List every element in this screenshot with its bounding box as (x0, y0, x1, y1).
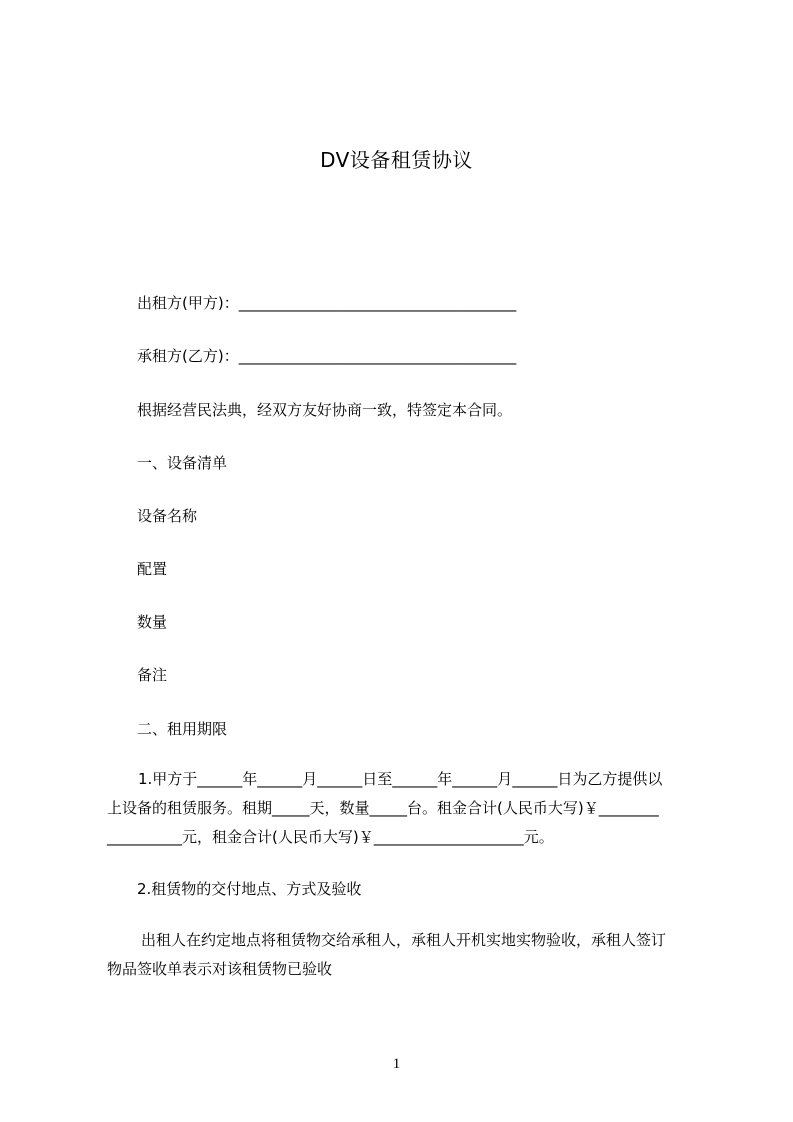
configuration-label: 配置 (137, 560, 168, 578)
clause-row: 上设备的租赁服务。租期_____天，数量_____台。租金合计(人民币大写)￥________ (107, 799, 659, 817)
rental-term-clause (107, 765, 707, 852)
page-number: 1 (392, 1056, 401, 1072)
quantity-label: 数量 (137, 613, 168, 631)
clause-row: 出租人在约定地点将租赁物交给承租人，承租人开机实地实物验收，承租人签订 (141, 931, 667, 949)
clause-row: 物品签收单表示对该租赁物已验收 (107, 960, 333, 978)
clause2-heading: 2.租赁物的交付地点、方式及验收 (137, 880, 362, 898)
equipment-name-label: 设备名称 (137, 507, 198, 525)
remarks-label: 备注 (137, 666, 168, 684)
intro-paragraph: 根据经营民法典，经双方友好协商一致，特签定本合同。 (137, 401, 513, 419)
clause-row: 1.甲方于______年______月______日至______年______月______日为乙方提供以 (138, 770, 663, 788)
section1-heading: 一、设备清单 (137, 454, 228, 472)
delivery-clause-body (107, 926, 707, 984)
section2-heading: 二、租用期限 (137, 720, 228, 738)
clause-row: __________元，租金合计(人民币大写)￥____________________元。 (107, 828, 554, 846)
document-title: DV设备租赁协议 (320, 148, 473, 172)
lessee-line: 承租方(乙方)：_____________________________________ (137, 347, 517, 365)
lessor-line: 出租方(甲方)：_____________________________________ (137, 294, 517, 312)
